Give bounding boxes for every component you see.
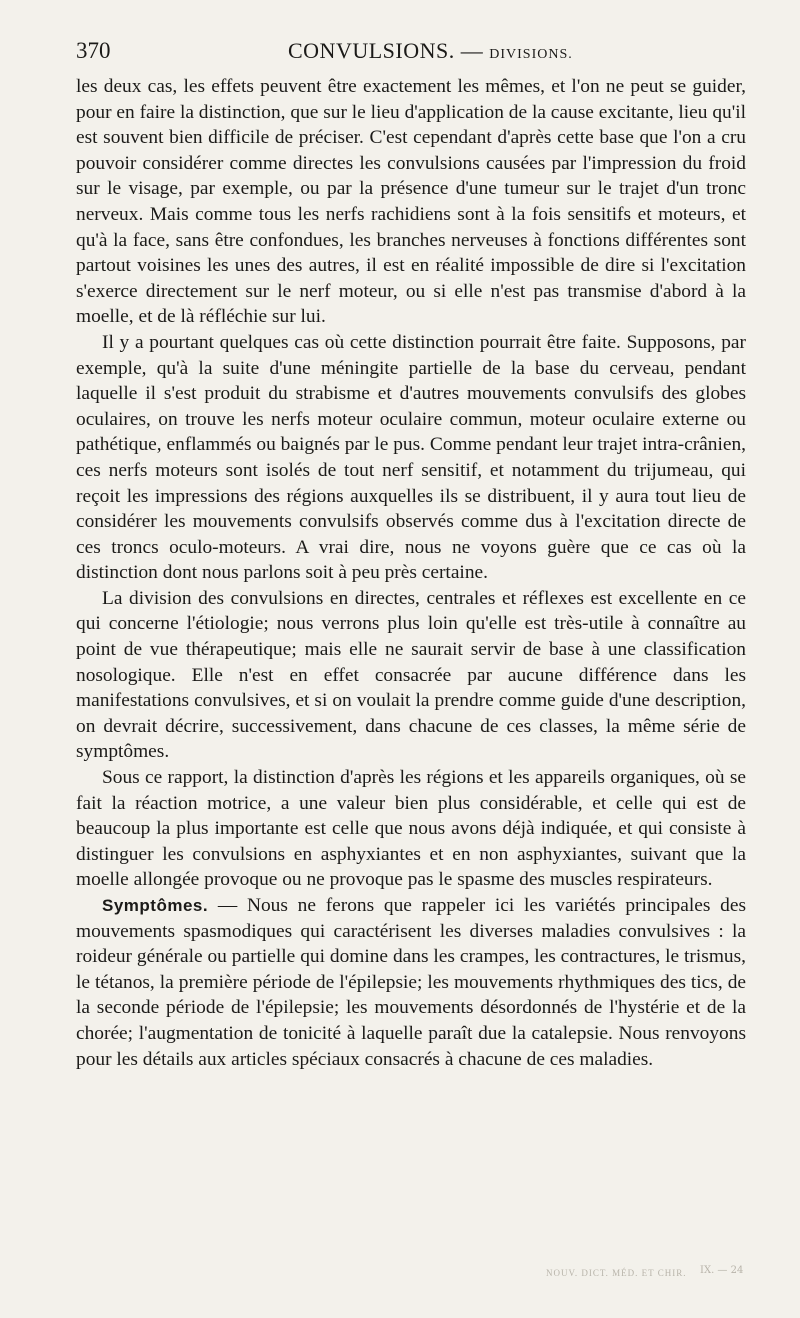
paragraph-1: les deux cas, les effets peuvent être exactement les mêmes, et l'on ne peut se guider, pour en faire la distinction, que sur le lieu d'application de la cause excitante, lieu qu'il est souvent bien difficile de préciser. C'est cependant d'après cette base que l'on a cru pouvoir considérer comme directes les convulsions causées par l'impression du froid sur le visage, par exemple, ou par la présence d'une tumeur sur le trajet d'un tronc nerveux. Mais comme tous les nerfs rachidiens sont à la fois sensitifs et moteurs, et qu'à la face, sans être confondues, les branches nerveuses à fonctions différentes sont partout voisines les unes des autres, il est en réalité impossible de dire si l'excitation s'exerce directement sur le nerf moteur, ou si elle n'est pas transmise d'abord à la moelle, et de là réfléchie sur lui. xyxy=(76,76,746,328)
symptoms-text: — Nous ne ferons que rappeler ici les variétés principales des mouvements spasmodiques qui caractérisent les diverses maladies convulsives : la roideur générale ou partielle qui domine dans les crampes, les contractures, le trismus, le tétanos, la première période de l'épilepsie; les mouvements rhythmiques des tics, de la seconde période de l'épilepsie; les mouvements désordonnés de l'hystérie et de la chorée; l'augmentation de tonicité à laquelle paraît due la catalepsie. Nous renvoyons pour les détails aux articles spéciaux consacrés à chacune de ces maladies. xyxy=(76,895,746,1070)
body-text xyxy=(76,74,746,1072)
running-title-section: DIVISIONS. xyxy=(489,47,573,62)
running-title-dash: — xyxy=(460,38,484,63)
paragraph-4: Sous ce rapport, la distinction d'après les régions et les appareils organiques, où se fait la réaction motrice, a une valeur bien plus considérable, et celle qui est de beaucoup la plus importante est celle que nous avons déjà indiquée, et qui consiste à distinguer les convulsions en asphyxiantes et en non asphyxiantes, suivant que la moelle allongée provoque ou ne provoque pas le spasme des muscles respirateurs. xyxy=(76,767,746,891)
running-title-main: CONVULSIONS. xyxy=(288,38,455,63)
symptoms-heading: Symptômes. xyxy=(102,896,209,915)
footer-signature: IX. — 24 xyxy=(700,1265,744,1276)
page-number: 370 xyxy=(76,38,111,63)
running-title xyxy=(288,38,573,64)
paragraph-2: Il y a pourtant quelques cas où cette distinction pourrait être faite. Supposons, par exemple, qu'à la suite d'une méningite partielle de la base du cerveau, pendant laquelle il s'est produit du strabisme et d'autres mouvements convulsifs des globes oculaires, on trouve les nerfs moteur oculaire commun, moteur oculaire externe ou pathétique, enflammés ou baignés par le pus. Comme pendant leur trajet intra-crânien, ces nerfs moteurs sont isolés de tout nerf sensitif, et notamment du trijumeau, qui reçoit les impressions des régions auxquelles ils se distribuent, il y aura tout lieu de considérer les mouvements convulsifs observés comme dus à l'excitation directe de ces troncs oculo-moteurs. A vrai dire, nous ne voyons guère que ce cas où la distinction dont nous parlons soit à peu près certaine. xyxy=(76,331,746,584)
symptoms-paragraph xyxy=(76,893,746,1072)
footer-imprint: NOUV. DICT. MÉD. ET CHIR. xyxy=(546,1268,687,1278)
running-header xyxy=(76,38,756,72)
paragraph-3: La division des convulsions en directes, centrales et réflexes est excellente en ce qui concerne l'étiologie; nous verrons plus loin qu'elle est très-utile à connaître au point de vue thérapeutique; mais elle ne saurait servir de base à une classification nosologique. Elle n'est en effet consacrée par aucune différence dans les manifestations convulsives, et si on voulait la prendre comme guide d'une description, on devrait décrire, successivement, dans chacune de ces classes, la même série de symptômes. xyxy=(76,587,746,763)
